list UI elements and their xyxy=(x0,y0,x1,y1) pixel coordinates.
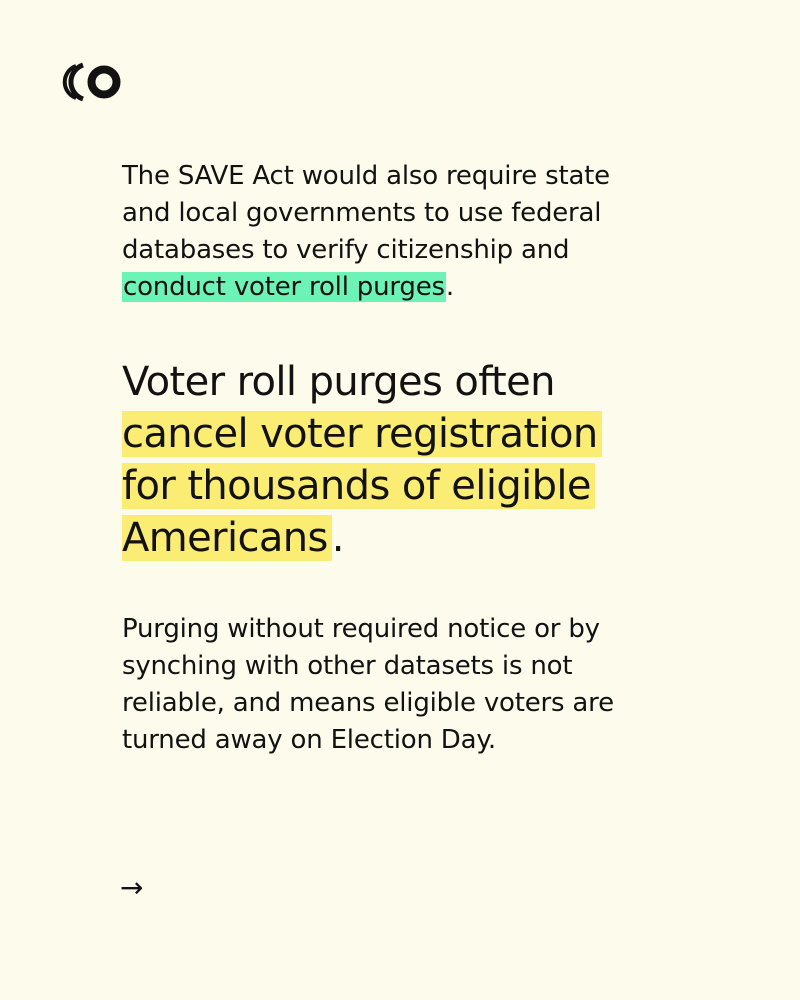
body-line-2: synching with other datasets is not xyxy=(122,651,573,681)
intro-line-3: databases to verify citizenship and xyxy=(122,235,570,265)
headline-highlight-3: Americans xyxy=(122,515,332,561)
intro-end-punct: . xyxy=(445,272,454,302)
intro-paragraph xyxy=(122,158,722,306)
headline-highlight-2: for thousands of eligible xyxy=(122,463,595,509)
arrow-right-icon[interactable]: → xyxy=(120,871,144,904)
headline-line-4 xyxy=(122,512,742,564)
headline xyxy=(122,356,742,564)
headline-end-punct: . xyxy=(331,515,344,561)
headline-line-3 xyxy=(122,460,742,512)
intro-highlight: conduct voter roll purges xyxy=(123,272,445,302)
body-line-3: reliable, and means eligible voters are xyxy=(122,688,614,718)
intro-line-2: and local governments to use federal xyxy=(122,198,602,228)
intro-line-1: The SAVE Act would also require state xyxy=(122,161,610,191)
headline-line-1: Voter roll purges often xyxy=(122,359,555,405)
headline-line-2 xyxy=(122,408,742,460)
brand-logo-icon xyxy=(62,62,126,102)
body-paragraph xyxy=(122,611,722,759)
headline-highlight-1: cancel voter registration xyxy=(122,411,602,457)
body-line-1: Purging without required notice or by xyxy=(122,614,600,644)
intro-line-4 xyxy=(122,269,722,306)
body-line-4: turned away on Election Day. xyxy=(122,725,496,755)
